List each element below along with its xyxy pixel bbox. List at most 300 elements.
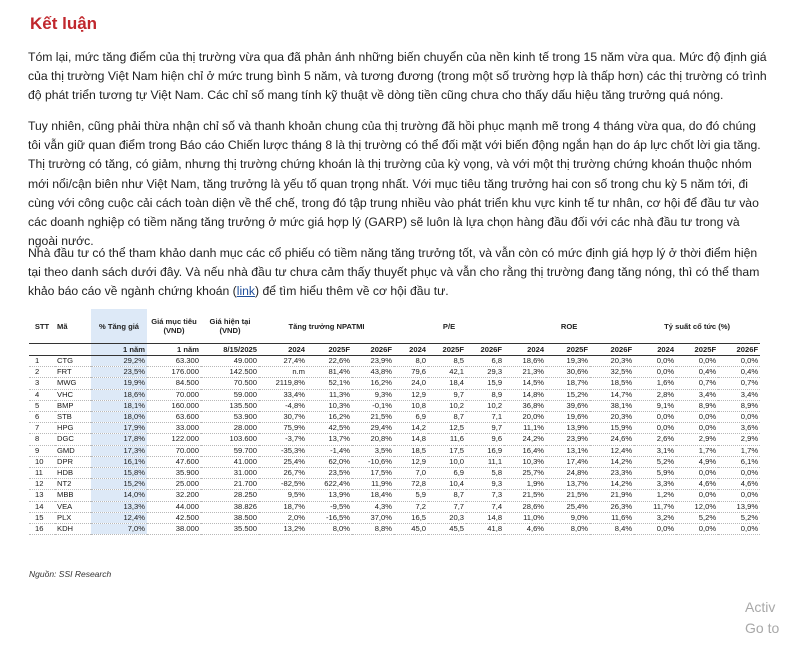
table-cell: 14	[29, 501, 55, 512]
table-row	[29, 378, 760, 389]
table-cell: 2,8%	[634, 389, 676, 400]
table-cell: 47.600	[147, 456, 201, 467]
table-cell: 8,0%	[307, 524, 352, 535]
table-cell: 14,0%	[91, 490, 147, 501]
table-cell: 38,1%	[590, 400, 634, 411]
table-cell: 33,4%	[259, 389, 307, 400]
table-cell: 17,9%	[91, 423, 147, 434]
table-cell: 3,5%	[352, 445, 394, 456]
table-cell: 45,0	[394, 524, 428, 535]
table-cell: 25,4%	[546, 501, 590, 512]
table-cell: 3,4%	[718, 389, 760, 400]
table-cell: 52,1%	[307, 378, 352, 389]
table-cell: 9,6	[466, 434, 504, 445]
table-cell: 2,0%	[259, 512, 307, 523]
table-cell: 18,1%	[91, 400, 147, 411]
table-cell: 27,4%	[259, 356, 307, 367]
table-cell: DPR	[55, 456, 91, 467]
table-cell: 13,9%	[718, 501, 760, 512]
table-cell: 79,6	[394, 367, 428, 378]
table-cell: 14,7%	[590, 389, 634, 400]
table-cell: 42,1	[428, 367, 466, 378]
table-cell: 3,3%	[634, 479, 676, 490]
table-cell: 29,3	[466, 367, 504, 378]
table-cell: 12,4%	[590, 445, 634, 456]
table-cell: 63.300	[147, 356, 201, 367]
table-cell: 13,1%	[546, 445, 590, 456]
header-target-price: Giá mục tiêu (VND)	[151, 317, 197, 335]
table-row	[29, 434, 760, 445]
table-cell: 10,8	[394, 400, 428, 411]
table-cell: 0,0%	[718, 490, 760, 501]
table-cell: 2	[29, 367, 55, 378]
table-cell: 35.500	[201, 524, 259, 535]
table-cell: 0,7%	[676, 378, 718, 389]
table-cell: 12,4%	[91, 512, 147, 523]
table-cell: 14,5%	[504, 378, 546, 389]
table-cell: 7,0%	[91, 524, 147, 535]
table-cell: 15,9	[466, 378, 504, 389]
table-cell: 8,0%	[546, 524, 590, 535]
table-cell: 10	[29, 456, 55, 467]
table-cell: 9,3	[466, 479, 504, 490]
subheader-cell: 2026F	[352, 344, 394, 356]
table-cell: 17,4%	[546, 456, 590, 467]
table-cell: 20,3%	[590, 412, 634, 423]
table-cell: 18,5	[394, 445, 428, 456]
table-cell: 0,0%	[634, 412, 676, 423]
header-dividend-yield: Tỷ suất cổ tức (%)	[664, 321, 731, 331]
table-cell: 5,9%	[634, 468, 676, 479]
table-cell: 22,6%	[307, 356, 352, 367]
table-cell: 18,0%	[91, 412, 147, 423]
table-cell: 0,0%	[634, 524, 676, 535]
header-pct-increase: % Tăng giá	[91, 309, 147, 344]
table-cell: 9,3%	[352, 389, 394, 400]
table-cell: 12,9	[394, 389, 428, 400]
table-cell: 11,9%	[352, 479, 394, 490]
table-cell: 14,8	[394, 434, 428, 445]
table-cell: STB	[55, 412, 91, 423]
table-cell: PLX	[55, 512, 91, 523]
table-cell: 14,8%	[504, 389, 546, 400]
table-cell: 0,0%	[676, 356, 718, 367]
table-cell: 0,0%	[634, 423, 676, 434]
table-row	[29, 512, 760, 523]
table-cell: 26,3%	[590, 501, 634, 512]
table-cell: 15,2%	[91, 479, 147, 490]
table-cell: 11,3%	[307, 389, 352, 400]
table-cell: BMP	[55, 400, 91, 411]
table-cell: 59.000	[201, 389, 259, 400]
table-cell: 39,6%	[546, 400, 590, 411]
subheader-cell: 1 năm	[147, 344, 201, 356]
table-cell: 7	[29, 423, 55, 434]
table-cell: 10,3%	[504, 456, 546, 467]
table-cell: 4,3%	[352, 501, 394, 512]
table-row	[29, 490, 760, 501]
table-cell: 37,0%	[352, 512, 394, 523]
table-row	[29, 412, 760, 423]
table-cell: 20,3	[428, 512, 466, 523]
table-cell: 21.700	[201, 479, 259, 490]
table-cell: 0,0%	[676, 490, 718, 501]
table-cell: 44.000	[147, 501, 201, 512]
subheader-cell: 2025F	[676, 344, 718, 356]
table-cell: 24,6%	[590, 434, 634, 445]
table-cell: 33.000	[147, 423, 201, 434]
table-cell: 7,3	[466, 490, 504, 501]
table-cell: 142.500	[201, 367, 259, 378]
activate-windows-watermark	[745, 597, 779, 639]
header-pe: P/E	[442, 321, 456, 331]
table-cell: 3	[29, 378, 55, 389]
table-cell: MWG	[55, 378, 91, 389]
table-cell: -10,6%	[352, 456, 394, 467]
subheader-cell: 1 năm	[91, 344, 147, 356]
table-cell: 1,2%	[634, 490, 676, 501]
table-cell: 7,7	[428, 501, 466, 512]
table-cell: 41,8	[466, 524, 504, 535]
subheader-cell: 2025F	[546, 344, 590, 356]
table-cell: FRT	[55, 367, 91, 378]
table-cell: 17,5%	[352, 468, 394, 479]
table-cell: 9,7	[428, 389, 466, 400]
table-cell: HDB	[55, 468, 91, 479]
table-cell: 15,9%	[590, 423, 634, 434]
table-cell: 0,0%	[676, 524, 718, 535]
table-cell: 38.500	[201, 512, 259, 523]
table-cell: 13,9%	[546, 423, 590, 434]
header-ma: Mã	[57, 321, 68, 331]
table-cell: 103.600	[201, 434, 259, 445]
subheader-cell: 2026F	[590, 344, 634, 356]
table-cell: 6	[29, 412, 55, 423]
table-cell: 11,1	[466, 456, 504, 467]
table-cell: 17,8%	[91, 434, 147, 445]
table-cell: 16,4%	[504, 445, 546, 456]
table-cell: 7,2	[394, 501, 428, 512]
table-cell: 63.600	[147, 412, 201, 423]
table-cell: 36,8%	[504, 400, 546, 411]
table-cell: 8,0	[394, 356, 428, 367]
table-cell: 21,3%	[504, 367, 546, 378]
table-cell: 21,5%	[546, 490, 590, 501]
table-cell: HPG	[55, 423, 91, 434]
subheader-cell	[29, 344, 55, 356]
table-cell: 18,4	[428, 378, 466, 389]
table-cell: 59.700	[201, 445, 259, 456]
table-cell: -16,5%	[307, 512, 352, 523]
table-cell: 0,0%	[676, 423, 718, 434]
table-cell: 7,4	[466, 501, 504, 512]
paragraph-recommendation	[28, 244, 768, 302]
table-cell: 16,5	[394, 512, 428, 523]
table-cell: -0,1%	[352, 400, 394, 411]
table-cell: 14,2	[394, 423, 428, 434]
table-cell: 0,0%	[718, 524, 760, 535]
table-cell: 7,0	[394, 468, 428, 479]
table-cell: 5	[29, 400, 55, 411]
table-cell: 2,6%	[634, 434, 676, 445]
paragraph-summary: Tóm lại, mức tăng điểm của thị trường vừa qua đã phản ánh những biến chuyển của nền kinh tế trong 15 năm vừa qua. Mức độ định giá của thị trường Việt Nam hiện chỉ ở mức trung bình 5 năm, và tương đương (trong một số trường hợp là thấp hơn) các thị trường có trình độ phát triển tương tự Việt Nam. Các chỉ số mang tính kỹ thuật về dòng tiền cũng chưa cho thấy dấu hiệu tăng trưởng quá nóng.	[28, 50, 767, 103]
header-roe: ROE	[560, 321, 578, 331]
table-cell: 6,1%	[718, 456, 760, 467]
table-cell: 70.000	[147, 445, 201, 456]
table-cell: 12,9	[394, 456, 428, 467]
table-cell: -82,5%	[259, 479, 307, 490]
paragraph-recommendation-text-after: ) để tìm hiểu thêm về cơ hội đầu tư.	[255, 284, 449, 299]
table-cell: NT2	[55, 479, 91, 490]
table-cell: -4,8%	[259, 400, 307, 411]
table-cell: 9,1%	[634, 400, 676, 411]
table-cell: 14,2%	[590, 456, 634, 467]
table-cell: 16,1%	[91, 456, 147, 467]
table-cell: 23,3%	[590, 468, 634, 479]
table-cell: 31.000	[201, 468, 259, 479]
table-cell: 32.200	[147, 490, 201, 501]
table-cell: 43,8%	[352, 367, 394, 378]
table-row	[29, 367, 760, 378]
table-cell: 5,8	[466, 468, 504, 479]
table-cell: 10,3%	[307, 400, 352, 411]
table-cell: 84.500	[147, 378, 201, 389]
table-cell: 11,6	[428, 434, 466, 445]
table-cell: 18,6%	[504, 356, 546, 367]
subheader-cell: 8/15/2025	[201, 344, 259, 356]
header-npatmi-growth: Tăng trưởng NPATMI	[288, 321, 365, 331]
table-cell: 12,0%	[676, 501, 718, 512]
table-row	[29, 524, 760, 535]
table-cell: 11,0%	[504, 512, 546, 523]
table-cell: 13,9%	[307, 490, 352, 501]
table-row	[29, 456, 760, 467]
table-cell: 38.826	[201, 501, 259, 512]
table-cell: 0,0%	[634, 367, 676, 378]
table-cell: -9,5%	[307, 501, 352, 512]
table-cell: 5,2%	[718, 512, 760, 523]
table-cell: 25.000	[147, 479, 201, 490]
table-cell: 29,4%	[352, 423, 394, 434]
table-cell: 17,3%	[91, 445, 147, 456]
table-cell: 13,7%	[307, 434, 352, 445]
source-note: Nguồn: SSI Research	[29, 569, 112, 579]
table-cell: 29,2%	[91, 356, 147, 367]
table-cell: 30,7%	[259, 412, 307, 423]
table-row	[29, 400, 760, 411]
table-cell: 42,5%	[307, 423, 352, 434]
table-cell: 0,0%	[634, 356, 676, 367]
table-cell: 12,5	[428, 423, 466, 434]
table-cell: 32,5%	[590, 367, 634, 378]
table-cell: 20,3%	[590, 356, 634, 367]
table-cell: 6,9	[428, 468, 466, 479]
table-cell: 0,0%	[718, 356, 760, 367]
table-cell: 19,3%	[546, 356, 590, 367]
table-cell: 9	[29, 445, 55, 456]
table-cell: 2,9%	[676, 434, 718, 445]
table-cell: 17,5	[428, 445, 466, 456]
table-cell: 70.500	[201, 378, 259, 389]
table-cell: 0,4%	[676, 367, 718, 378]
table-cell: 0,7%	[718, 378, 760, 389]
table-body	[29, 356, 760, 535]
watermark-line-1: Activ	[745, 599, 776, 615]
table-cell: n.m	[259, 367, 307, 378]
table-cell: 1,6%	[634, 378, 676, 389]
subheader-cell: 2025F	[428, 344, 466, 356]
table-cell: 16,2%	[352, 378, 394, 389]
table-cell: 2119,8%	[259, 378, 307, 389]
table-cell: VEA	[55, 501, 91, 512]
table-cell: -35,3%	[259, 445, 307, 456]
table-cell: KDH	[55, 524, 91, 535]
table-cell: 18,7%	[259, 501, 307, 512]
table-row	[29, 356, 760, 367]
table-cell: -3,7%	[259, 434, 307, 445]
table-cell: 8,5	[428, 356, 466, 367]
table-cell: 5,2%	[634, 456, 676, 467]
table-cell: 10,4	[428, 479, 466, 490]
table-cell: 8,9	[466, 389, 504, 400]
table-cell: 25,4%	[259, 456, 307, 467]
table-cell: 19,9%	[91, 378, 147, 389]
table-cell: -1,4%	[307, 445, 352, 456]
table-cell: 0,0%	[676, 468, 718, 479]
section-title: Kết luận	[30, 14, 98, 33]
table-cell: 3,1%	[634, 445, 676, 456]
table-cell: 8,8%	[352, 524, 394, 535]
table-cell: 0,0%	[676, 412, 718, 423]
table-cell: 8,7	[428, 490, 466, 501]
table-cell: 176.000	[147, 367, 201, 378]
table-cell: 42.500	[147, 512, 201, 523]
table-cell: 1,7%	[676, 445, 718, 456]
table-cell: 75,9%	[259, 423, 307, 434]
table-cell: 13,3%	[91, 501, 147, 512]
table-cell: 24,8%	[546, 468, 590, 479]
table-cell: 8,9%	[676, 400, 718, 411]
subheader-cell: 2024	[394, 344, 428, 356]
table-cell: 5,2%	[676, 512, 718, 523]
table-cell: 135.500	[201, 400, 259, 411]
table-cell: 10,0	[428, 456, 466, 467]
table-cell: 28.000	[201, 423, 259, 434]
table-cell: 23,5%	[91, 367, 147, 378]
table-row	[29, 479, 760, 490]
table-cell: 21,5%	[352, 412, 394, 423]
table-cell: 2,9%	[718, 434, 760, 445]
table-cell: 23,9%	[352, 356, 394, 367]
table-cell: 0,4%	[718, 367, 760, 378]
table-cell: 5,9	[394, 490, 428, 501]
table-cell: 8,7	[428, 412, 466, 423]
table-cell: 21,5%	[504, 490, 546, 501]
table-cell: 20,8%	[352, 434, 394, 445]
table-cell: VHC	[55, 389, 91, 400]
table-cell: 10,2	[466, 400, 504, 411]
table-cell: 9,5%	[259, 490, 307, 501]
table-cell: 8,4%	[590, 524, 634, 535]
table-cell: 23,9%	[546, 434, 590, 445]
subheader-cell: 2025F	[307, 344, 352, 356]
table-cell: 18,4%	[352, 490, 394, 501]
table-cell: 28.250	[201, 490, 259, 501]
header-current-price: Giá hiện tại (VND)	[209, 317, 251, 335]
table-cell: 622,4%	[307, 479, 352, 490]
table-cell: 18,7%	[546, 378, 590, 389]
table-cell: 13	[29, 490, 55, 501]
table-row	[29, 468, 760, 479]
table-cell: 122.000	[147, 434, 201, 445]
table-cell: MBB	[55, 490, 91, 501]
table-row	[29, 501, 760, 512]
table-cell: 38.000	[147, 524, 201, 535]
table-cell: 9,0%	[546, 512, 590, 523]
table-cell: 6,8	[466, 356, 504, 367]
header-stt: STT	[34, 321, 50, 331]
subheader-cell: 2026F	[466, 344, 504, 356]
table-cell: 160.000	[147, 400, 201, 411]
table-cell: 41.000	[201, 456, 259, 467]
table-cell: 4,6%	[718, 479, 760, 490]
table-cell: 7,1	[466, 412, 504, 423]
table-cell: 62,0%	[307, 456, 352, 467]
table-cell: 3,4%	[676, 389, 718, 400]
table-cell: 20,0%	[504, 412, 546, 423]
table-cell: 0,0%	[718, 468, 760, 479]
report-link[interactable]: link	[236, 284, 256, 299]
subheader-row	[29, 344, 760, 356]
table-cell: 16,9	[466, 445, 504, 456]
stock-table	[29, 309, 759, 535]
table-cell: 0,0%	[718, 412, 760, 423]
table-cell: 15,8%	[91, 468, 147, 479]
table-cell: 3,6%	[718, 423, 760, 434]
subheader-cell	[55, 344, 91, 356]
table-cell: 16	[29, 524, 55, 535]
table-cell: 12	[29, 479, 55, 490]
table-cell: 10,2	[428, 400, 466, 411]
table-cell: 1,7%	[718, 445, 760, 456]
table-cell: 26,7%	[259, 468, 307, 479]
table-cell: 14,2%	[590, 479, 634, 490]
table-cell: 24,0	[394, 378, 428, 389]
paragraph-recommendation-text-before: Nhà đầu tư có thể tham khảo danh mục các cổ phiếu có tiềm năng tăng trưởng tốt, và vẫn còn có mức định giá hợp lý ở thời điểm hiện tại theo danh sách dưới đây. Và nếu nhà đầu tư chưa cảm thấy thuyết phục và vẫn cho rằng thị trường đang tăng nóng, thì có thể tham khảo báo cáo về ngành chứng khoán (	[28, 246, 760, 299]
table-cell: 16,2%	[307, 412, 352, 423]
table-cell: 18,5%	[590, 378, 634, 389]
table-cell: 6,9	[394, 412, 428, 423]
table-cell: 70.000	[147, 389, 201, 400]
table-cell: 72,8	[394, 479, 428, 490]
table-cell: 4,9%	[676, 456, 718, 467]
table-cell: 1	[29, 356, 55, 367]
table-cell: 23,5%	[307, 468, 352, 479]
table-cell: 24,2%	[504, 434, 546, 445]
table-row	[29, 389, 760, 400]
table-cell: 8,9%	[718, 400, 760, 411]
table-cell: 30,6%	[546, 367, 590, 378]
table-cell: 14,8	[466, 512, 504, 523]
table-cell: 11,1%	[504, 423, 546, 434]
subheader-cell: 2024	[634, 344, 676, 356]
table-cell: GMD	[55, 445, 91, 456]
table-cell: 45,5	[428, 524, 466, 535]
table-cell: 28,6%	[504, 501, 546, 512]
paragraph-outlook: Tuy nhiên, cũng phải thừa nhận chỉ số và thanh khoản chung của thị trường đã hồi phục mạnh mẽ trong 4 tháng vừa qua, do đó chúng tôi vẫn giữ quan điểm trong Báo cáo Chiến lược tháng 8 là thị trường có thể đối mặt với biến động ngắn hạn do áp lực chốt lời gia tăng. Thị trường có tăng, có giảm, nhưng thị trường chứng khoán là thị trường của kỳ vọng, và với một thị trường chứng khoán thuộc nhóm mới nổi/cận biên như Việt Nam, tăng trưởng là yếu tố quan trọng nhất. Với mục tiêu tăng trưởng hai con số trong chu kỳ 5 năm tới, đi cùng với công cuộc cải cách toàn diện về thể chế, trong đó tập trung nhiều vào phát triển khu vực kinh tế tư nhân, cơ hội để đầu tư vào các doanh nghiệp có tiềm năng tăng trưởng ở mức giá hợp lý (GARP) sẽ luôn là lựa chọn hàng đầu đối với các nhà đầu tư trong và ngoài nước.	[28, 119, 761, 249]
table-cell: 9,7	[466, 423, 504, 434]
table-row	[29, 445, 760, 456]
